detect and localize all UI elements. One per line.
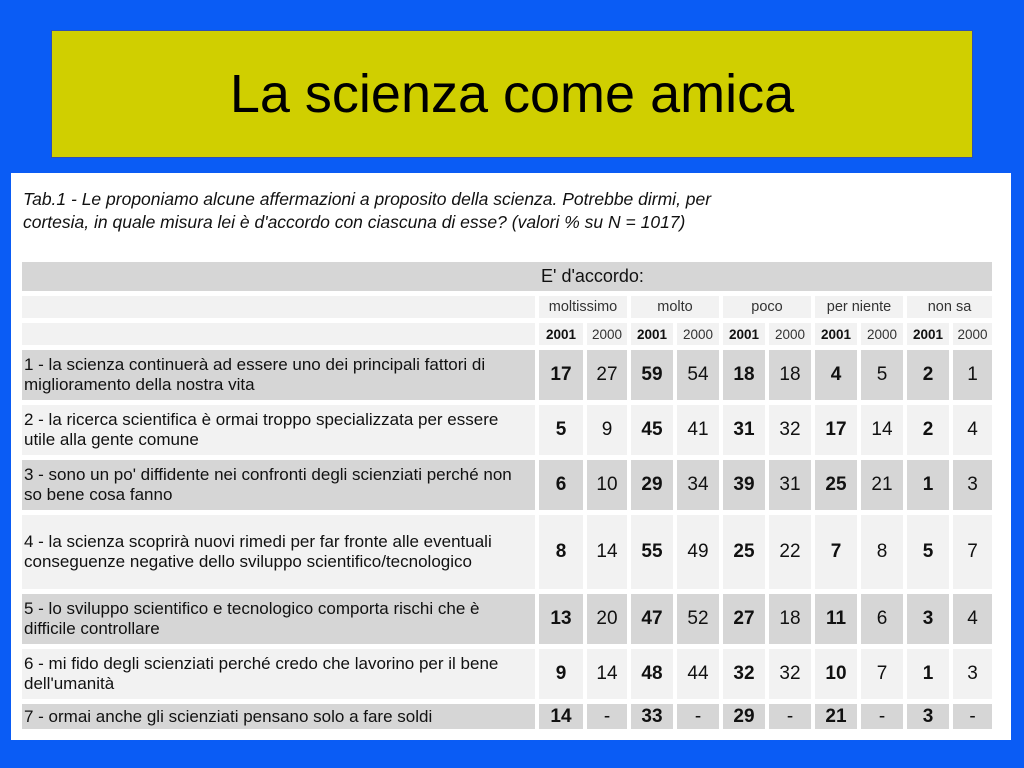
caption-line-2: cortesia, in quale misura lei è d'accordo con ciascuna di esse? (valori % su N = 1017) (23, 212, 686, 232)
value-cell: - (857, 704, 903, 729)
header-blank (22, 262, 535, 291)
value-cell: 7 (949, 515, 992, 589)
table-row (22, 460, 992, 510)
value-cell: 11 (811, 594, 857, 644)
value-cell: 44 (673, 649, 719, 699)
value-cell: 6 (535, 460, 583, 510)
value-cell: 29 (719, 704, 765, 729)
value-cell: 21 (811, 704, 857, 729)
value-cell: 8 (857, 515, 903, 589)
year-header: 2000 (673, 323, 719, 345)
category-header: molto (627, 296, 719, 318)
year-header: 2000 (583, 323, 627, 345)
header-row-years (22, 323, 992, 345)
value-cell: 27 (719, 594, 765, 644)
value-cell: 31 (765, 460, 811, 510)
row-label: 6 - mi fido degli scienziati perché credo che lavorino per il bene dell'umanità (22, 649, 535, 699)
value-cell: 3 (949, 460, 992, 510)
year-header: 2000 (857, 323, 903, 345)
value-cell: 3 (949, 649, 992, 699)
value-cell: 7 (811, 515, 857, 589)
survey-table (22, 262, 992, 729)
value-cell: 20 (583, 594, 627, 644)
value-cell: 4 (811, 350, 857, 400)
value-cell: 7 (857, 649, 903, 699)
value-cell: 4 (949, 405, 992, 455)
table-row (22, 649, 992, 699)
table-row (22, 594, 992, 644)
value-cell: 5 (535, 405, 583, 455)
value-cell: 33 (627, 704, 673, 729)
header-row-categories (22, 296, 992, 318)
value-cell: 18 (719, 350, 765, 400)
value-cell: 32 (719, 649, 765, 699)
value-cell: 34 (673, 460, 719, 510)
header-blank (22, 296, 535, 318)
value-cell: 27 (583, 350, 627, 400)
table-document (11, 173, 1011, 740)
value-cell: 49 (673, 515, 719, 589)
row-label: 1 - la scienza continuerà ad essere uno dei principali fattori di miglioramento della nostra vita (22, 350, 535, 400)
value-cell: 52 (673, 594, 719, 644)
value-cell: 18 (765, 350, 811, 400)
value-cell: 47 (627, 594, 673, 644)
value-cell: 21 (857, 460, 903, 510)
table-row (22, 704, 992, 729)
category-header: moltissimo (535, 296, 627, 318)
year-header: 2001 (811, 323, 857, 345)
row-label: 2 - la ricerca scientifica è ormai troppo specializzata per essere utile alla gente comune (22, 405, 535, 455)
slide-title: La scienza come amica (229, 64, 795, 124)
value-cell: - (765, 704, 811, 729)
year-header: 2001 (719, 323, 765, 345)
value-cell: 1 (903, 649, 949, 699)
value-cell: 5 (903, 515, 949, 589)
caption-line-1: Tab.1 - Le proponiamo alcune affermazioni a proposito della scienza. Potrebbe dirmi, per (23, 189, 712, 209)
value-cell: 2 (903, 350, 949, 400)
header-blank (22, 323, 535, 345)
value-cell: 6 (857, 594, 903, 644)
row-label: 4 - la scienza scoprirà nuovi rimedi per far fronte alle eventuali conseguenze negative dello sviluppo scientifico/tecnologico (22, 515, 535, 589)
value-cell: 18 (765, 594, 811, 644)
value-cell: 14 (857, 405, 903, 455)
value-cell: 25 (811, 460, 857, 510)
year-header: 2000 (949, 323, 992, 345)
value-cell: - (949, 704, 992, 729)
table-row (22, 515, 992, 589)
year-header: 2001 (627, 323, 673, 345)
value-cell: 17 (535, 350, 583, 400)
value-cell: 10 (811, 649, 857, 699)
value-cell: 45 (627, 405, 673, 455)
year-header: 2000 (765, 323, 811, 345)
year-header: 2001 (535, 323, 583, 345)
value-cell: 17 (811, 405, 857, 455)
value-cell: 54 (673, 350, 719, 400)
value-cell: - (583, 704, 627, 729)
table-caption (23, 188, 923, 234)
value-cell: 2 (903, 405, 949, 455)
table-row (22, 350, 992, 400)
value-cell: 41 (673, 405, 719, 455)
value-cell: 3 (903, 594, 949, 644)
row-label: 7 - ormai anche gli scienziati pensano solo a fare soldi (22, 704, 535, 729)
value-cell: 1 (903, 460, 949, 510)
value-cell: 32 (765, 649, 811, 699)
value-cell: 39 (719, 460, 765, 510)
value-cell: 10 (583, 460, 627, 510)
value-cell: 29 (627, 460, 673, 510)
value-cell: 59 (627, 350, 673, 400)
value-cell: 13 (535, 594, 583, 644)
value-cell: 8 (535, 515, 583, 589)
value-cell: 55 (627, 515, 673, 589)
row-label: 5 - lo sviluppo scientifico e tecnologico comporta rischi che è difficile controllare (22, 594, 535, 644)
value-cell: 4 (949, 594, 992, 644)
category-header: poco (719, 296, 811, 318)
category-header: non sa (903, 296, 992, 318)
value-cell: 32 (765, 405, 811, 455)
value-cell: 1 (949, 350, 992, 400)
value-cell: 22 (765, 515, 811, 589)
value-cell: 9 (583, 405, 627, 455)
value-cell: 25 (719, 515, 765, 589)
group-header: E' d'accordo: (535, 262, 992, 291)
value-cell: 9 (535, 649, 583, 699)
value-cell: - (673, 704, 719, 729)
table-row (22, 405, 992, 455)
year-header: 2001 (903, 323, 949, 345)
value-cell: 5 (857, 350, 903, 400)
value-cell: 14 (535, 704, 583, 729)
row-label: 3 - sono un po' diffidente nei confronti degli scienziati perché non so bene cosa fanno (22, 460, 535, 510)
value-cell: 31 (719, 405, 765, 455)
value-cell: 14 (583, 515, 627, 589)
value-cell: 3 (903, 704, 949, 729)
value-cell: 48 (627, 649, 673, 699)
header-row-group (22, 262, 992, 291)
category-header: per niente (811, 296, 903, 318)
slide-title-box (51, 30, 973, 158)
value-cell: 14 (583, 649, 627, 699)
